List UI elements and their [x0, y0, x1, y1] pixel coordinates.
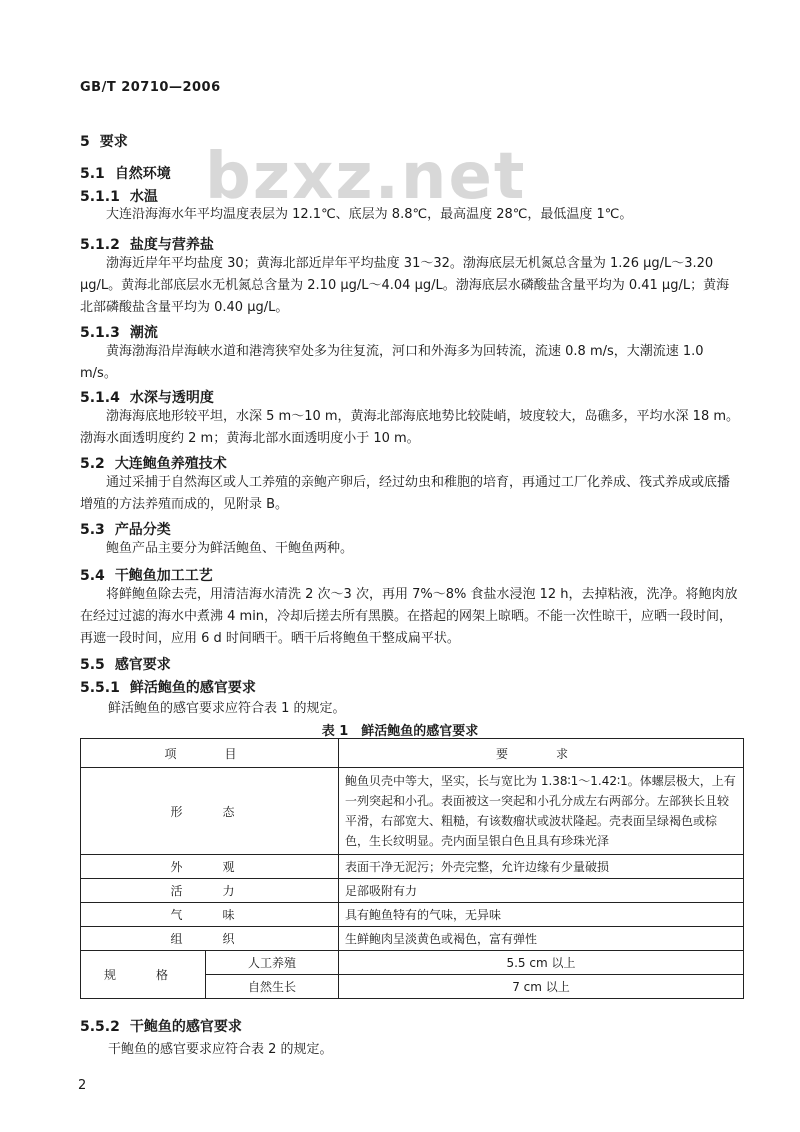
section-number: 5.5.2 — [80, 1019, 120, 1035]
row-sublabel-wild: 自然生长 — [206, 975, 339, 999]
section-5-5-2-text: 干鲍鱼的感官要求应符合表 2 的规定。 — [108, 1042, 333, 1057]
section-5-1-4-heading — [80, 387, 214, 407]
section-title: 干鲍鱼的感官要求 — [129, 1019, 242, 1035]
section-number: 5.1.3 — [80, 325, 120, 341]
table-header-row — [81, 739, 744, 768]
section-5-1-1-heading — [80, 186, 158, 206]
section-5-5-2-heading — [80, 1016, 242, 1036]
table-row — [81, 879, 744, 903]
section-5-5-heading — [80, 654, 171, 674]
row-value-odor: 具有鲍鱼特有的气味，无异味 — [339, 903, 744, 927]
section-5-1-heading — [80, 163, 171, 183]
section-5-3-heading — [80, 519, 171, 539]
section-5-1-2-text: 渤海近岸年平均盐度 30；黄海北部近岸年平均盐度 31～32。渤海底层无机氮总含量为 1.26 μg/L～3.20 μg/L。黄海北部底层水无机氮总含量为 2.10 μg/L～4.04 μg/L。渤海底层水磷酸盐含量平均为 0.41 μg/L；黄海北部磷酸盐含量平均为 0.40 μg/L。 — [80, 256, 730, 315]
section-title: 要求 — [99, 134, 128, 150]
section-5-2-heading — [80, 453, 227, 473]
standard-code: GB/T 20710—2006 — [80, 80, 221, 95]
page-number: 2 — [78, 1078, 87, 1093]
section-5-1-2-heading — [80, 234, 214, 254]
table-row — [81, 927, 744, 951]
section-title: 干鲍鱼加工工艺 — [114, 568, 213, 584]
row-label-vitality: 活 力 — [81, 879, 339, 903]
row-label-spec: 规 格 — [81, 951, 206, 999]
table-1 — [80, 738, 744, 999]
row-value-shape: 鲍鱼贝壳中等大，坚实，长与宽比为 1.38∶1～1.42∶1。体螺层极大，上有一列突起和小孔。表面被这一突起和小孔分成左右两部分。左部狭长且较平滑，右部宽大、粗糙，有该数瘤状或波状隆起。壳表面呈绿褐色或棕色，生长纹明显。壳内面呈银白色且具有珍珠光泽 — [339, 768, 744, 855]
section-title: 大连鲍鱼养殖技术 — [114, 456, 227, 472]
row-value-farmed: 5.5 cm 以上 — [339, 951, 744, 975]
section-5-1-3-text: 黄海渤海沿岸海峡水道和港湾狭窄处多为往复流，河口和外海多为回转流，流速 0.8 m/s，大潮流速 1.0 m/s。 — [80, 344, 704, 381]
watermark: bzxz.net — [205, 140, 527, 214]
section-number: 5.5.1 — [80, 680, 120, 696]
row-label-tissue: 组 织 — [81, 927, 339, 951]
table-row — [81, 768, 744, 855]
table-1-caption: 表 1 鲜活鲍鱼的感官要求 — [321, 724, 479, 739]
section-5-3-text: 鲍鱼产品主要分为鲜活鲍鱼、干鲍鱼两种。 — [106, 541, 354, 556]
section-5-2-text: 通过采捕于自然海区或人工养殖的亲鲍产卵后，经过幼虫和稚胞的培育，再通过工厂化养成、筏式养成或底播增殖的方法养殖而成的，见附录 B。 — [80, 475, 731, 512]
row-value-appearance: 表面干净无泥污；外壳完整，允许边缘有少量破损 — [339, 855, 744, 879]
section-title: 产品分类 — [114, 522, 171, 538]
table-header-requirement: 要 求 — [339, 739, 744, 768]
row-label-shape: 形 态 — [81, 768, 339, 855]
row-value-tissue: 生鲜鲍肉呈淡黄色或褐色，富有弹性 — [339, 927, 744, 951]
section-title: 盐度与营养盐 — [129, 237, 214, 253]
table-row — [81, 855, 744, 879]
section-5-1-4-text: 渤海海底地形较平坦，水深 5 m～10 m，黄海北部海底地势比较陡峭，坡度较大，岛礁多，平均水深 18 m。渤海水面透明度约 2 m；黄海北部水面透明度小于 10 m。 — [80, 409, 740, 446]
section-number: 5.2 — [80, 456, 105, 472]
section-title: 水温 — [129, 189, 158, 205]
section-number: 5.3 — [80, 522, 105, 538]
section-title: 潮流 — [129, 325, 158, 341]
section-5-4-text: 将鲜鲍鱼除去壳，用清洁海水清洗 2 次～3 次，再用 7%～8% 食盐水浸泡 12 h，去掉粘液，洗净。将鲍肉放在经过过滤的海水中煮沸 4 min，冷却后搓去所有黑膜。在搭起的网架上晾晒。不能一次性晾干，应晒一段时间，再遮一段时间，应用 6 d 时间晒干。晒干后将鲍鱼干整成扁平状。 — [80, 587, 738, 646]
section-number: 5.4 — [80, 568, 105, 584]
section-title: 感官要求 — [114, 657, 171, 673]
row-label-odor: 气 味 — [81, 903, 339, 927]
section-number: 5.1.2 — [80, 237, 120, 253]
section-5-1-3-heading — [80, 322, 158, 342]
table-row — [81, 903, 744, 927]
section-title: 水深与透明度 — [129, 390, 214, 406]
section-number: 5.5 — [80, 657, 105, 673]
section-5-4-heading — [80, 565, 213, 585]
section-number: 5.1.4 — [80, 390, 120, 406]
section-5-heading — [80, 131, 128, 151]
section-title: 自然环境 — [114, 166, 171, 182]
section-5-5-1-text: 鲜活鲍鱼的感官要求应符合表 1 的规定。 — [108, 701, 346, 716]
section-number: 5 — [80, 134, 90, 150]
row-value-vitality: 足部吸附有力 — [339, 879, 744, 903]
row-value-wild: 7 cm 以上 — [339, 975, 744, 999]
row-label-appearance: 外 观 — [81, 855, 339, 879]
section-number: 5.1.1 — [80, 189, 120, 205]
table-header-item: 项 目 — [81, 739, 339, 768]
section-title: 鲜活鲍鱼的感官要求 — [129, 680, 256, 696]
section-5-1-1-text: 大连沿海海水年平均温度表层为 12.1℃、底层为 8.8℃，最高温度 28℃，最低温度 1℃。 — [106, 207, 633, 222]
section-number: 5.1 — [80, 166, 105, 182]
section-5-5-1-heading — [80, 677, 256, 697]
row-sublabel-farmed: 人工养殖 — [206, 951, 339, 975]
table-row — [81, 951, 744, 975]
